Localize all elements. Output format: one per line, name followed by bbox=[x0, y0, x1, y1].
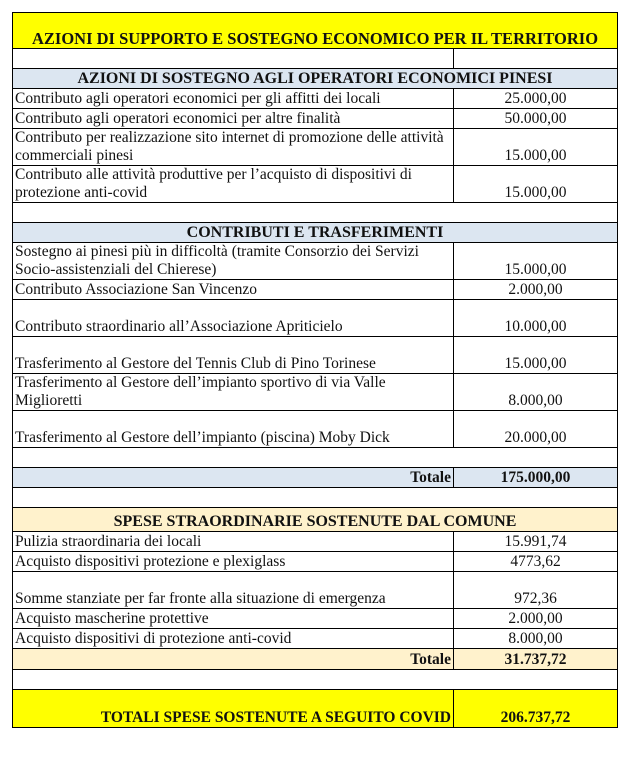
row-label: Contributo per realizzazione sito internet di promozione delle attività commerciali pinesi bbox=[13, 129, 454, 166]
total-label: Totale bbox=[13, 649, 454, 670]
row-label: Somme stanziate per far fronte alla situazione di emergenza bbox=[13, 572, 454, 609]
expense-table bbox=[12, 12, 618, 728]
table-row bbox=[13, 609, 618, 629]
total-amount: 31.737,72 bbox=[454, 649, 618, 670]
row-amount: 8.000,00 bbox=[454, 374, 618, 411]
row-amount: 2.000,00 bbox=[454, 609, 618, 629]
table-row bbox=[13, 109, 618, 129]
section-header-row bbox=[13, 223, 618, 243]
blank-cell bbox=[454, 49, 618, 69]
row-label: Contributo agli operatori economici per altre finalità bbox=[13, 109, 454, 129]
row-amount: 25.000,00 bbox=[454, 89, 618, 109]
blank-cell bbox=[13, 49, 454, 69]
row-label: Contributo alle attività produttive per l’acquisto di dispositivi di protezione anti-covid bbox=[13, 166, 454, 203]
section-header-row bbox=[13, 508, 618, 532]
row-label: Acquisto dispositivi di protezione anti-covid bbox=[13, 629, 454, 649]
grand-total-row bbox=[13, 690, 618, 728]
row-amount: 4773,62 bbox=[454, 552, 618, 572]
table-row bbox=[13, 337, 618, 374]
table-row bbox=[13, 280, 618, 300]
row-label: Sostegno ai pinesi più in difficoltà (tramite Consorzio dei Servizi Socio-assistenziali del Chierese) bbox=[13, 243, 454, 280]
row-amount: 8.000,00 bbox=[454, 629, 618, 649]
table-row bbox=[13, 552, 618, 572]
blank-cell bbox=[13, 448, 618, 468]
blank-cell bbox=[13, 488, 618, 508]
row-label: Contributo Associazione San Vincenzo bbox=[13, 280, 454, 300]
total-amount: 175.000,00 bbox=[454, 468, 618, 488]
section3-header: SPESE STRAORDINARIE SOSTENUTE DAL COMUNE bbox=[13, 508, 618, 532]
row-label: Contributo agli operatori economici per gli affitti dei locali bbox=[13, 89, 454, 109]
section3-total-row bbox=[13, 649, 618, 670]
table-row bbox=[13, 629, 618, 649]
row-amount: 15.000,00 bbox=[454, 166, 618, 203]
row-amount: 15.000,00 bbox=[454, 337, 618, 374]
section2-total-row bbox=[13, 468, 618, 488]
blank-row bbox=[13, 448, 618, 468]
section2-header: CONTRIBUTI E TRASFERIMENTI bbox=[13, 223, 618, 243]
blank-row bbox=[13, 488, 618, 508]
grand-total-amount: 206.737,72 bbox=[454, 690, 618, 728]
table-row bbox=[13, 411, 618, 448]
row-label: Trasferimento al Gestore dell’impianto (piscina) Moby Dick bbox=[13, 411, 454, 448]
table-title: AZIONI DI SUPPORTO E SOSTEGNO ECONOMICO PER IL TERRITORIO bbox=[13, 13, 618, 49]
blank-row bbox=[13, 203, 618, 223]
table-row bbox=[13, 243, 618, 280]
row-label: Trasferimento al Gestore del Tennis Club di Pino Torinese bbox=[13, 337, 454, 374]
row-amount: 15.991,74 bbox=[454, 532, 618, 552]
row-label: Acquisto dispositivi protezione e plexiglass bbox=[13, 552, 454, 572]
title-row bbox=[13, 13, 618, 49]
row-amount: 15.000,00 bbox=[454, 243, 618, 280]
table-row bbox=[13, 374, 618, 411]
row-label: Trasferimento al Gestore dell’impianto sportivo di via Valle Miglioretti bbox=[13, 374, 454, 411]
blank-cell bbox=[13, 203, 618, 223]
blank-row bbox=[13, 49, 618, 69]
table-row bbox=[13, 572, 618, 609]
table-row bbox=[13, 129, 618, 166]
table-row bbox=[13, 89, 618, 109]
table-row bbox=[13, 166, 618, 203]
row-label: Pulizia straordinaria dei locali bbox=[13, 532, 454, 552]
row-label: Acquisto mascherine protettive bbox=[13, 609, 454, 629]
row-amount: 20.000,00 bbox=[454, 411, 618, 448]
row-amount: 10.000,00 bbox=[454, 300, 618, 337]
row-amount: 15.000,00 bbox=[454, 129, 618, 166]
row-label: Contributo straordinario all’Associazione Apriticielo bbox=[13, 300, 454, 337]
section-header-row bbox=[13, 69, 618, 89]
grand-total-label: TOTALI SPESE SOSTENUTE A SEGUITO COVID bbox=[13, 690, 454, 728]
row-amount: 2.000,00 bbox=[454, 280, 618, 300]
table-row bbox=[13, 532, 618, 552]
blank-row bbox=[13, 670, 618, 690]
total-label: Totale bbox=[13, 468, 454, 488]
section1-header: AZIONI DI SOSTEGNO AGLI OPERATORI ECONOMICI PINESI bbox=[13, 69, 618, 89]
row-amount: 972,36 bbox=[454, 572, 618, 609]
table-row bbox=[13, 300, 618, 337]
row-amount: 50.000,00 bbox=[454, 109, 618, 129]
blank-cell bbox=[13, 670, 618, 690]
